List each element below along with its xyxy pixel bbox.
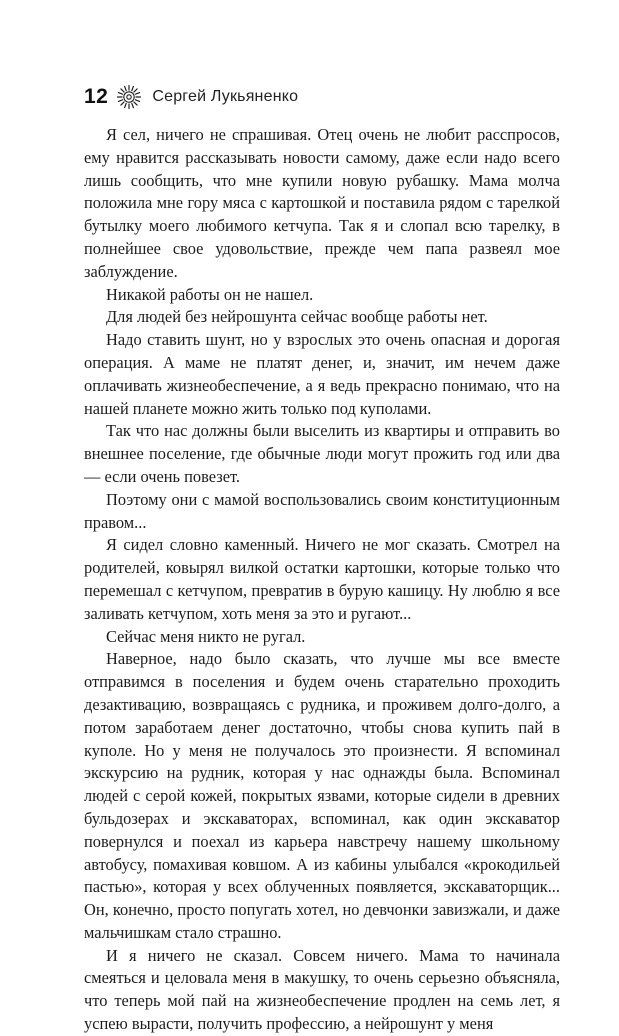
paragraph: Так что нас должны были выселить из квартиры и отправить во внешнее поселение, где обычные люди могут прожить год или два — если очень повезет. xyxy=(84,421,560,486)
sunburst-icon xyxy=(116,84,142,110)
paragraph: Я сел, ничего не спрашивая. Отец очень не любит расспросов, ему нравится рассказывать новости самому, даже если надо всего лишь сообщить, что мне купили новую рубашку. Мама молча положила мне гору мяса с картошкой и поставила рядом с тарелкой бутылку моего любимого кетчупа. Так я и слопал всю тарелку, в полнейшее свое удовольствие, прежде чем папа развеял мое заблуждение. xyxy=(84,125,560,281)
body-text xyxy=(84,124,560,1036)
paragraph: Наверное, надо было сказать, что лучше мы все вместе отправимся в поселения и будем очень старательно проходить дезактивацию, возвращаясь с рудника, и проживем долго-долго, а потом заработаем денег достаточно, чтобы снова купить пай в куполе. Но у меня не получалось это произнести. Я вспоминал экскурсию на рудник, которая у нас однажды была. Вспоминал людей с серой кожей, покрытых язвами, которые сидели в древних бульдозерах и экскаваторах, вспоминал, как один экскаватор повернулся и поехал из карьера навстречу нашему школьному автобусу, помахивая ковшом. А из кабины улыбался «крокодильей пастью», которая у всех облученных появляется, экскаваторщик... Он, конечно, просто попугать хотел, но девчонки завизжали, и даже мальчишкам стало страшно. xyxy=(84,649,560,942)
paragraph: Никакой работы он не нашел. xyxy=(106,284,314,304)
paragraph: Сейчас меня никто не ругал. xyxy=(106,626,306,646)
paragraph: Я сидел словно каменный. Ничего не мог сказать. Смотрел на родителей, ковырял вилкой остатки картошки, которые только что перемешал с кетчупом, превратив в бурую кашицу. Ну люблю я все заливать кетчупом, хоть меня за это и ругают... xyxy=(84,535,560,623)
paragraph: Для людей без нейрошунта сейчас вообще работы нет. xyxy=(106,307,488,327)
paragraph: Поэтому они с мамой воспользовались своим конституционным правом... xyxy=(84,489,560,532)
paragraph: Надо ставить шунт, но у взрослых это очень опасная и дорогая операция. А маме не платят денег, и, значит, им нечем даже оплачивать жизнеобеспечение, а я ведь прекрасно понимаю, что на нашей планете можно жить только под куполами. xyxy=(84,330,560,418)
page-number: 12 xyxy=(84,85,109,108)
paragraph: И я ничего не сказал. Совсем ничего. Мама то начинала смеяться и целовала меня в макушку, то очень серьезно объясняла, что теперь мой пай на жизнеобеспечение продлен на семь лет, я успею вырасти, получить профессию, а нейрошунт у меня xyxy=(84,945,560,1034)
author-name: Сергей Лукьяненко xyxy=(152,88,299,105)
page-header xyxy=(84,82,298,112)
